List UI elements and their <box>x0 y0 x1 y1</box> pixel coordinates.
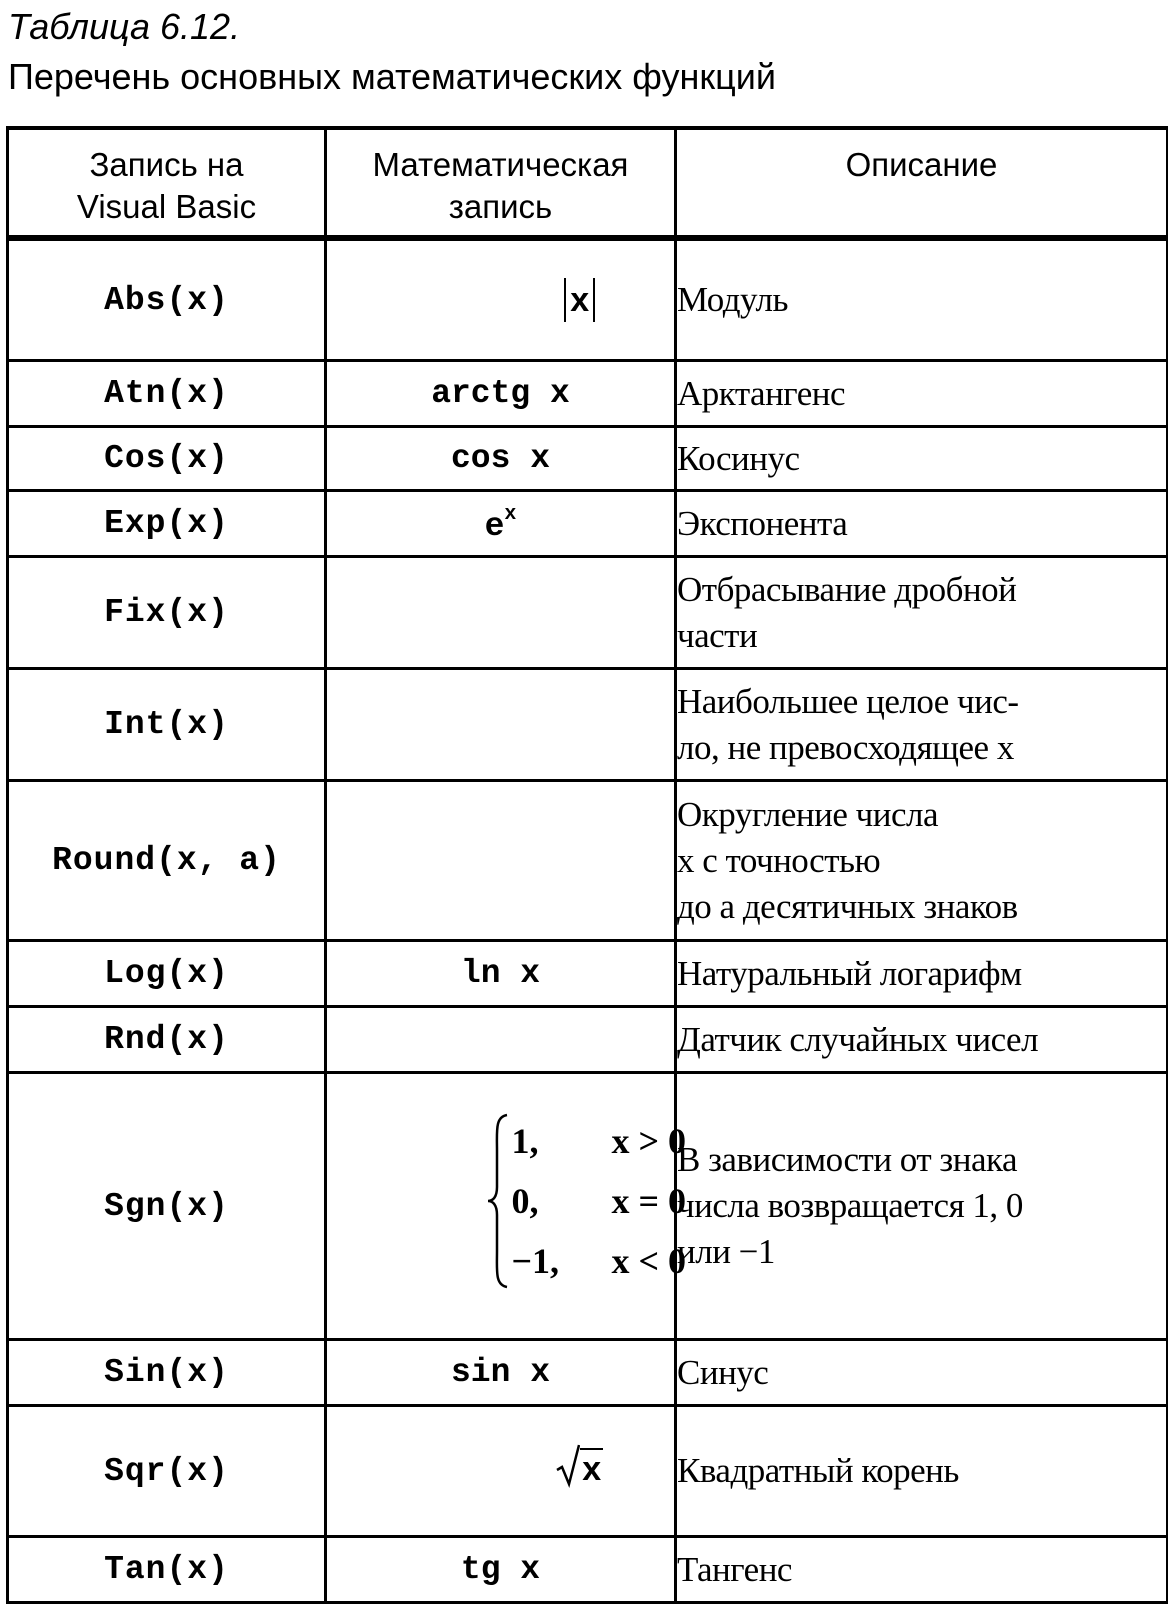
table-row-sqr <box>8 1406 1168 1537</box>
math-cell: sin x <box>326 1340 676 1406</box>
exp-superscript: x <box>504 502 517 526</box>
case-positive <box>511 1111 686 1171</box>
desc-cell: Натуральный логарифм <box>676 941 1168 1007</box>
sgn-cases <box>485 1111 686 1291</box>
header-row <box>8 128 1168 238</box>
case-zero <box>511 1171 686 1231</box>
table-title: Перечень основных математических функций <box>8 56 776 97</box>
header-desc <box>676 128 1168 238</box>
case-value: 0, <box>511 1181 539 1221</box>
header-math-label: Математическая запись <box>372 146 629 225</box>
desc-cell: Арктангенс <box>676 361 1168 427</box>
table-number: Таблица 6.12. <box>8 6 241 47</box>
table-row-sin <box>8 1340 1168 1406</box>
desc-cell: Квадратный корень <box>676 1406 1168 1537</box>
header-vb <box>8 128 326 238</box>
vb-cell: Log(x) <box>8 941 326 1007</box>
header-math <box>326 128 676 238</box>
vb-cell: Round(x, a) <box>8 781 326 941</box>
math-cell <box>326 781 676 941</box>
case-negative <box>511 1231 686 1291</box>
math-cell: tg x <box>326 1537 676 1603</box>
cases-list <box>511 1111 686 1291</box>
header-desc-label: Описание <box>845 146 998 183</box>
case-condition: x = 0 <box>611 1181 686 1221</box>
table-row-exp <box>8 491 1168 557</box>
table-row-round <box>8 781 1168 941</box>
desc-cell: Наибольшее целое чис- ло, не превосходящее x <box>676 669 1168 781</box>
table-row-rnd <box>8 1007 1168 1073</box>
desc-cell: Тангенс <box>676 1537 1168 1603</box>
desc-cell: Модуль <box>676 238 1168 361</box>
exp-base: e <box>484 507 505 545</box>
desc-cell: В зависимости от знака числа возвращается 1, 0 или −1 <box>676 1073 1168 1340</box>
vb-cell: Fix(x) <box>8 557 326 669</box>
case-value: −1, <box>511 1241 559 1281</box>
table-row-atn <box>8 361 1168 427</box>
vb-cell: Atn(x) <box>8 361 326 427</box>
radical-sign-icon <box>556 1444 580 1488</box>
vb-cell: Sgn(x) <box>8 1073 326 1340</box>
table-row-log <box>8 941 1168 1007</box>
math-cell <box>326 1007 676 1073</box>
math-cell <box>326 1406 676 1537</box>
math-cell <box>326 557 676 669</box>
sqrt-notation <box>556 1444 603 1488</box>
table-row-tan <box>8 1537 1168 1603</box>
table-row-fix <box>8 557 1168 669</box>
math-functions-table <box>6 126 1168 1604</box>
math-cell <box>326 491 676 557</box>
vb-cell: Cos(x) <box>8 427 326 491</box>
math-cell: cos x <box>326 427 676 491</box>
desc-cell: Округление числа x с точностью до a десятичных знаков <box>676 781 1168 941</box>
vb-cell: Int(x) <box>8 669 326 781</box>
table-row-int <box>8 669 1168 781</box>
left-brace-icon <box>485 1111 511 1291</box>
desc-cell: Косинус <box>676 427 1168 491</box>
math-cell <box>326 1073 686 1340</box>
case-condition: x < 0 <box>611 1241 686 1281</box>
table-row-sgn <box>8 1073 1168 1340</box>
sqrt-radicand: x <box>582 1450 602 1488</box>
vb-cell: Exp(x) <box>8 491 326 557</box>
desc-cell: Синус <box>676 1340 1168 1406</box>
vb-cell: Rnd(x) <box>8 1007 326 1073</box>
math-cell: ln x <box>326 941 676 1007</box>
vb-cell: Tan(x) <box>8 1537 326 1603</box>
vb-cell: Sin(x) <box>8 1340 326 1406</box>
math-cell: arctg x <box>326 361 676 427</box>
math-cell <box>326 669 676 781</box>
desc-cell: Экспонента <box>676 491 1168 557</box>
table-row-abs <box>8 238 1168 361</box>
abs-notation: x <box>564 278 595 322</box>
table-row-cos <box>8 427 1168 491</box>
math-cell <box>326 238 676 361</box>
vb-cell: Sqr(x) <box>8 1406 326 1537</box>
desc-cell: Отбрасывание дробной части <box>676 557 1168 669</box>
header-vb-label: Запись на Visual Basic <box>76 146 257 225</box>
case-condition: x > 0 <box>611 1121 686 1161</box>
case-value: 1, <box>511 1121 539 1161</box>
desc-cell: Датчик случайных чисел <box>676 1007 1168 1073</box>
vb-cell: Abs(x) <box>8 238 326 361</box>
